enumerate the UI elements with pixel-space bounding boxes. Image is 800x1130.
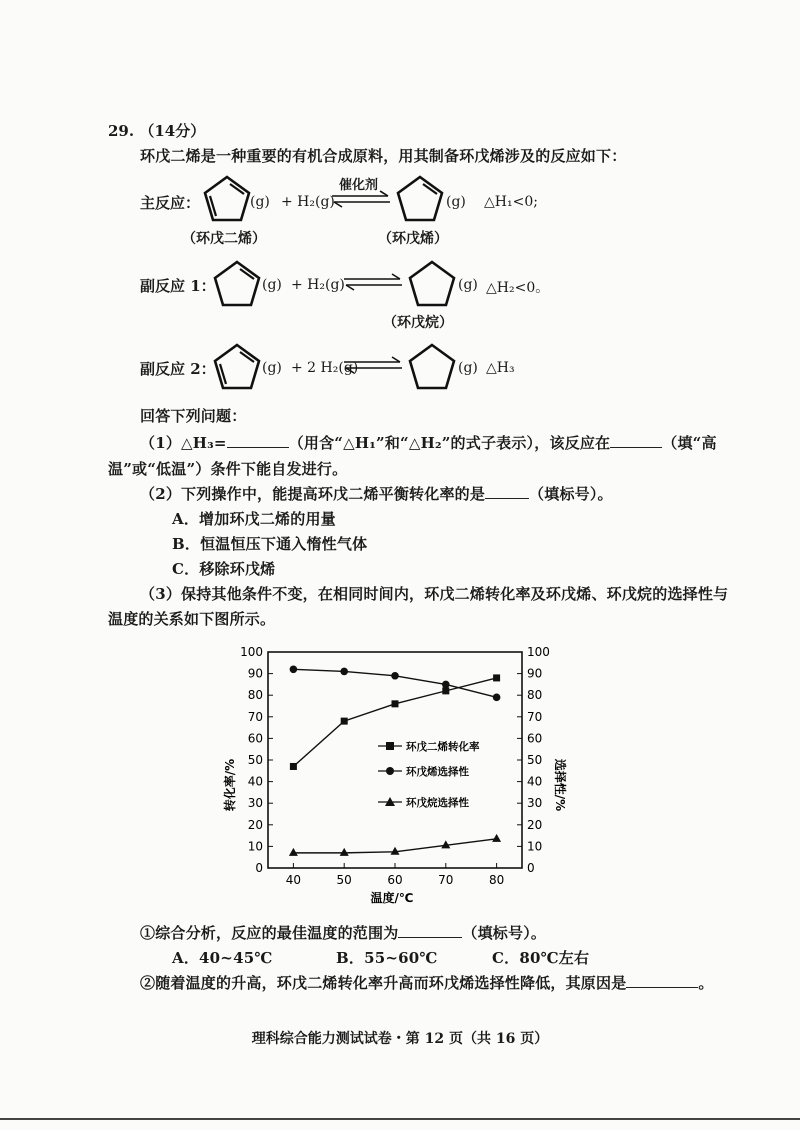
q3-line-1: （3）保持其他条件不变，在相同时间内，环戊二烯转化率及环戊烯、环戊烷的选择性与 <box>140 585 729 603</box>
main-reaction-label: 主反应： <box>140 194 201 212</box>
main-h2: + H₂(g) <box>281 194 335 210</box>
cyclopentene-structure <box>210 258 264 310</box>
q1-part-d: 温”或“低温”）条件下能自发进行。 <box>108 460 348 478</box>
q2-end: （填标号）。 <box>529 485 613 503</box>
y-tick-label-right: 60 <box>527 731 543 746</box>
side1-state-2: (g) <box>458 277 478 293</box>
y-tick-label-right: 0 <box>527 861 535 875</box>
cyclopentene-structure <box>393 173 447 225</box>
side-reaction-1-label: 副反应 1： <box>140 277 216 295</box>
x-tick-label: 70 <box>438 873 454 887</box>
data-point-circle <box>493 694 501 702</box>
y-tick-label-left: 30 <box>247 796 263 811</box>
side2-state-1: (g) <box>262 360 282 376</box>
y-tick-label-right: 40 <box>527 774 543 789</box>
y-tick-label-left: 0 <box>255 861 263 875</box>
data-point-triangle <box>340 848 349 856</box>
legend-series-2: 环戊烯选择性 <box>406 766 469 778</box>
sub1-end: （填标号）。 <box>462 924 547 942</box>
side2-dh: △H₃ <box>486 360 515 376</box>
y-tick-label-left: 40 <box>247 774 263 789</box>
side1-h2: + H₂(g) <box>291 277 345 293</box>
y-tick-label-right: 20 <box>527 817 543 832</box>
side1-dh: △H₂<0。 <box>486 280 550 296</box>
data-point-square <box>442 687 449 694</box>
right-y-axis-label: 选择性/% <box>553 758 567 812</box>
y-tick-label-right: 100 <box>527 645 550 659</box>
y-tick-label-right: 70 <box>527 709 543 724</box>
sub-question-1 <box>140 922 546 943</box>
question-2 <box>140 483 613 504</box>
plot-frame <box>268 652 522 868</box>
y-tick-label-right: 30 <box>527 796 543 811</box>
answer-blank[interactable] <box>227 433 289 448</box>
question-header <box>108 120 205 141</box>
y-tick-label-left: 70 <box>247 709 263 724</box>
y-tick-label-left: 20 <box>247 817 263 832</box>
q2-option-b: B．恒温恒压下通入惰性气体 <box>172 535 368 553</box>
data-point-circle <box>391 672 399 680</box>
x-tick-label: 40 <box>285 873 302 887</box>
sub1-option-b: B．55~60℃ <box>336 949 438 967</box>
legend-marker-square <box>386 742 394 750</box>
legend-series-1: 环戊二烯转化率 <box>406 741 480 753</box>
equilibrium-arrow <box>342 356 404 376</box>
cyclopentane-structure <box>405 258 459 310</box>
y-tick-label-right: 90 <box>527 666 543 681</box>
data-point-square <box>341 718 348 725</box>
cyclopentadiene-structure <box>210 341 264 393</box>
left-y-axis-label: 转化率/% <box>223 758 237 812</box>
question-number: 29. <box>108 122 135 140</box>
equilibrium-arrow <box>342 273 404 293</box>
q2-option-c: C．移除环戊烯 <box>172 560 276 578</box>
sub1-text: ①综合分析，反应的最佳温度的范围为 <box>140 924 399 942</box>
chart-legend <box>378 740 480 809</box>
main-state-2: (g) <box>446 194 466 210</box>
y-tick-label-right: 10 <box>527 839 543 854</box>
data-point-square <box>290 763 297 770</box>
question-score: （14分） <box>139 122 206 140</box>
x-tick-label: 60 <box>387 873 403 887</box>
series-line-1 <box>293 678 496 767</box>
answer-prompt: 回答下列问题： <box>140 407 247 425</box>
sub1-option-c: C．80℃左右 <box>492 949 590 967</box>
question-intro: 环戊二烯是一种重要的有机合成原料，用其制备环戊烯涉及的反应如下： <box>140 147 627 165</box>
data-point-circle <box>442 681 450 689</box>
q3-line-2: 温度的关系如下图所示。 <box>108 610 276 628</box>
q1-part-b: （用含“△H₁”和“△H₂”的式子表示），该反应在 <box>288 434 611 452</box>
answer-blank[interactable] <box>485 484 529 499</box>
answer-blank[interactable] <box>398 923 462 938</box>
sub2-end: 。 <box>698 974 714 992</box>
y-tick-label-left: 50 <box>247 753 263 767</box>
data-point-circle <box>340 668 348 676</box>
q2-text: （2）下列操作中，能提高环戊二烯平衡转化率的是 <box>140 485 486 503</box>
cyclopentadiene-structure <box>200 173 254 225</box>
side1-state-1: (g) <box>262 277 282 293</box>
cyclopentene-caption: （环戊烯） <box>378 231 448 247</box>
sub-question-2 <box>140 972 714 993</box>
side2-state-2: (g) <box>458 360 478 376</box>
y-tick-label-left: 100 <box>240 645 263 659</box>
y-tick-label-left: 90 <box>247 666 263 681</box>
side-reaction-2-label: 副反应 2： <box>140 360 216 378</box>
x-tick-label: 80 <box>488 873 505 887</box>
main-state-1: (g) <box>250 194 270 210</box>
data-point-triangle <box>289 848 298 856</box>
cyclopentane-caption: （环戊烷） <box>383 315 453 331</box>
data-point-square <box>493 674 500 681</box>
legend-series-3: 环戊烷选择性 <box>406 797 469 809</box>
side2-h2: + 2 H₂(g) <box>291 360 359 376</box>
x-tick-label: 50 <box>336 873 352 887</box>
y-tick-label-left: 60 <box>247 731 263 746</box>
data-point-triangle <box>492 834 501 842</box>
answer-blank[interactable] <box>610 433 662 448</box>
page-footer: 理科综合能力测试试卷・第 12 页（共 16 页） <box>251 1031 549 1047</box>
x-axis-label: 温度/℃ <box>370 891 414 905</box>
q1-part-a: （1）△H₃= <box>140 434 227 452</box>
q2-option-a: A．增加环戊二烯的用量 <box>172 510 336 528</box>
cyclopentane-structure <box>405 341 459 393</box>
catalyst-label: 催化剂 <box>339 178 379 193</box>
sub2-text: ②随着温度的升高，环戊二烯转化率升高而环戊烯选择性降低，其原因是 <box>140 974 627 992</box>
cyclopentadiene-caption: （环戊二烯） <box>182 231 266 247</box>
question-1-line-1 <box>140 432 717 453</box>
y-tick-label-right: 50 <box>527 753 543 767</box>
sub1-option-a: A．40~45℃ <box>172 949 273 967</box>
q1-part-c: （填“高 <box>662 434 717 452</box>
equilibrium-arrow <box>330 190 392 210</box>
answer-blank[interactable] <box>626 973 698 988</box>
temperature-chart <box>216 640 576 915</box>
main-dh: △H₁<0; <box>484 194 538 210</box>
y-tick-label-left: 80 <box>247 688 263 703</box>
legend-marker-circle <box>386 767 394 775</box>
y-tick-label-left: 10 <box>247 839 263 854</box>
data-point-circle <box>290 665 298 673</box>
data-point-square <box>392 700 399 707</box>
page-bottom-edge <box>0 1118 800 1120</box>
y-tick-label-right: 80 <box>527 688 543 703</box>
